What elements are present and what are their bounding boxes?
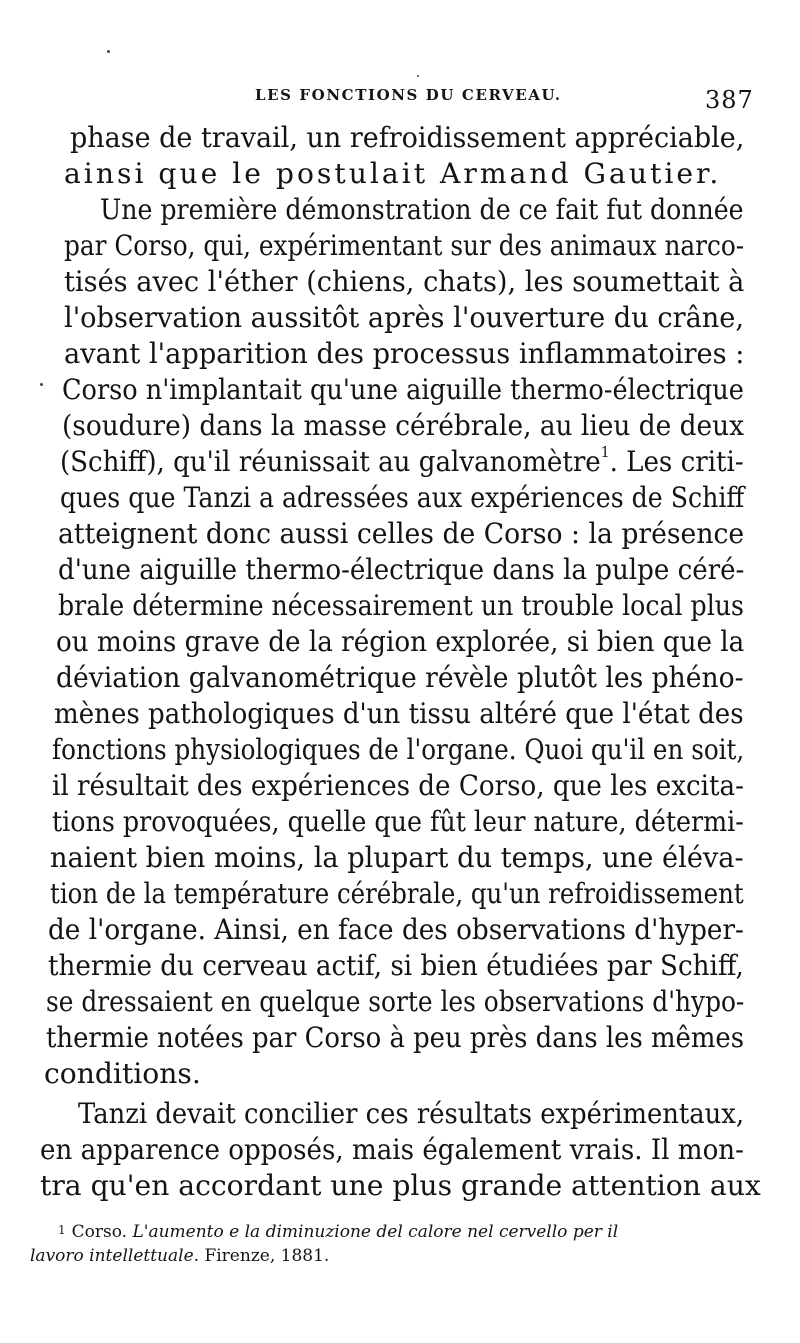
print-speck — [417, 75, 419, 77]
text-line: (Schiff), qu'il réunissait au galvanomètre$^1$. Les criti- — [60, 443, 744, 478]
footnote-reference: 1 — [600, 443, 610, 461]
text-line: ainsi que le postulait Armand Gautier. — [64, 157, 722, 190]
running-title: LES FONCTIONS DU CERVEAU. — [255, 86, 562, 104]
text-line: brale détermine nécessairement un trouble local plus — [58, 589, 744, 622]
footnote-title: L'aumento e la diminuzione del calore nel cervello per il — [132, 1222, 619, 1242]
print-speck — [40, 383, 43, 386]
text-line: se dressaient en quelque sorte les observations d'hypo- — [46, 985, 745, 1018]
text-line: phase de travail, un refroidissement appréciable, — [70, 121, 745, 154]
text-line: tion de la température cérébrale, qu'un refroidissement — [50, 877, 744, 910]
text-line: il résultait des expériences de Corso, que les excita- — [52, 769, 744, 802]
text-line: thermie du cerveau actif, si bien étudiées par Schiff, — [48, 949, 744, 982]
footnote-author: Corso. — [71, 1222, 128, 1242]
text-line: en apparence opposés, mais également vrais. Il mon- — [40, 1133, 744, 1166]
text-line: Corso n'implantait qu'une aiguille thermo-électrique — [62, 373, 744, 406]
text-line: mènes pathologiques d'un tissu altéré que l'état des — [54, 697, 744, 730]
text-line: Une première démonstration de ce fait fut donnée — [100, 193, 744, 226]
text-line: d'une aiguille thermo-électrique dans la pulpe céré- — [58, 553, 745, 586]
text-line: tra qu'en accordant une plus grande attention aux — [40, 1169, 761, 1202]
print-speck — [107, 50, 110, 53]
text-line: par Corso, qui, expérimentant sur des animaux narco- — [64, 229, 745, 262]
text-line: ou moins grave de la région explorée, si bien que la — [56, 625, 745, 658]
page-number: 387 — [705, 86, 754, 114]
text-line: l'observation aussitôt après l'ouverture du crâne, — [64, 301, 745, 334]
text-line: conditions. — [44, 1057, 201, 1090]
footnote-title: lavoro intellettuale. — [30, 1246, 200, 1266]
text-line: de l'organe. Ainsi, en face des observations d'hyper- — [48, 913, 744, 946]
text-line: atteignent donc aussi celles de Corso : la présence — [58, 517, 745, 550]
text-line: tions provoquées, quelle que fût leur nature, détermi- — [52, 805, 744, 838]
text-line: thermie notées par Corso à peu près dans les mêmes — [46, 1021, 745, 1054]
footnote-marker: 1 — [58, 1223, 66, 1237]
text-line: Tanzi devait concilier ces résultats expérimentaux, — [78, 1097, 745, 1130]
footnote-line — [58, 1224, 618, 1241]
text-line: fonctions physiologiques de l'organe. Quoi qu'il en soit, — [52, 733, 745, 766]
text-line: déviation galvanométrique révèle plutôt les phéno- — [56, 661, 744, 694]
text-line: avant l'apparition des processus inflammatoires : — [64, 337, 745, 370]
footnote-place-year: Firenze, 1881. — [204, 1246, 330, 1266]
text-line: naient bien moins, la plupart du temps, une éléva- — [50, 841, 744, 874]
footnote-line — [30, 1248, 329, 1265]
text-line: tisés avec l'éther (chiens, chats), les soumettait à — [64, 265, 745, 298]
text-line: ques que Tanzi a adressées aux expériences de Schiff — [60, 481, 745, 514]
text-line: (soudure) dans la masse cérébrale, au lieu de deux — [62, 409, 744, 442]
